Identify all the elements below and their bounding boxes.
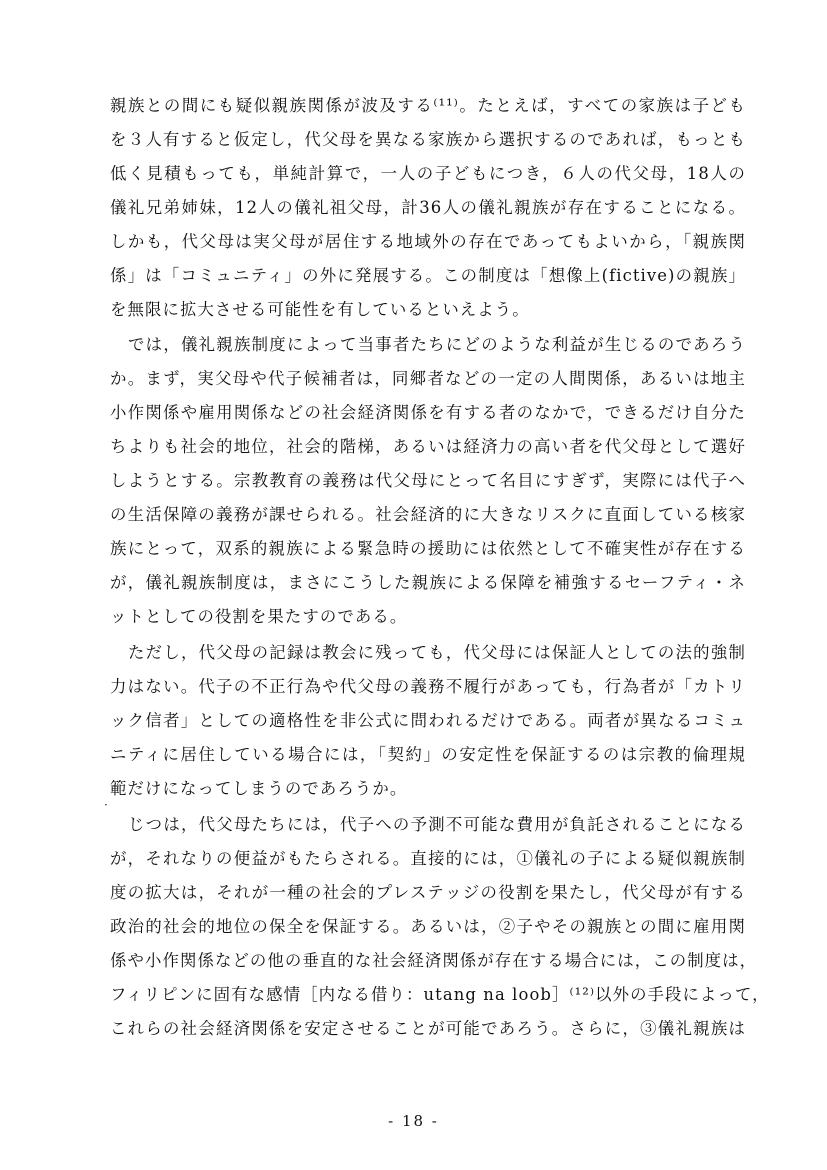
text-line: これらの社会経済関係を安定させることが可能であろう。さらに，③儀礼親族は bbox=[110, 1019, 746, 1038]
text-line: ック信者」としての適格性を非公式に問われるだけである。両者が異なるコミュ bbox=[110, 711, 746, 730]
text-line: 係や小作関係などの他の垂直的な社会経済関係が存在する場合には，この制度は， bbox=[110, 951, 758, 970]
text-line: 範だけになってしまうのであろうか。 bbox=[110, 779, 408, 798]
text-line: 小作関係や雇用関係などの社会経済関係を有する者のなかで，できるだけ自分た bbox=[110, 403, 746, 422]
text-line: 係」は「コミュニティ」の外に発展する。この制度は「想像上(fictive)の親族」 bbox=[110, 266, 746, 285]
text-line: 親族との間にも疑似親族関係が波及する⁽¹¹⁾。たとえば，すべての家族は子ども bbox=[110, 96, 746, 115]
text-line: しかも，代父母は実父母が居住する地域外の存在であってもよいから，「親族関 bbox=[110, 232, 746, 251]
text-line: の生活保障の義務が課せられる。社会経済的に大きなリスクに直面している核家 bbox=[110, 505, 746, 524]
text-line: フィリピンに固有な感情［内なる借り：utang na loob］⁽¹²⁾以外の手段によって， bbox=[110, 985, 770, 1004]
text-line: ちよりも社会的地位，社会的階梯，あるいは経済力の高い者を代父母として選好 bbox=[110, 437, 746, 456]
text-line: 儀礼兄弟姉妹，12人の儀礼祖父母，計36人の儀礼親族が存在することになる。 bbox=[110, 198, 746, 217]
text-line: ットとしての役割を果たすのである。 bbox=[110, 607, 408, 626]
text-line: 族にとって，双系的親族による緊急時の援助には依然として不確実性が存在する bbox=[110, 539, 746, 558]
text-line: が，それなりの便益がもたらされる。直接的には，①儀礼の子による疑似親族制 bbox=[110, 849, 746, 868]
page-number: - 18 - bbox=[388, 1112, 439, 1130]
text-line: を３人有すると仮定し，代父母を異なる家族から選択するのであれば，もっとも bbox=[110, 130, 746, 149]
text-line: か。まず，実父母や代子候補者は，同郷者などの一定の人間関係，あるいは地主 bbox=[110, 369, 746, 388]
text-line: じつは，代父母たちには，代子への予測不可能な費用が負託されることになる bbox=[128, 815, 746, 834]
text-line: 度の拡大は，それが一種の社会的プレステッジの役割を果たし，代父母が有する bbox=[110, 883, 746, 902]
text-line: を無限に拡大させる可能性を有しているといえよう。 bbox=[110, 300, 530, 319]
text-line: が，儀礼親族制度は，まさにこうした親族による保障を補強するセーフティ・ネ bbox=[110, 573, 746, 592]
text-line: 低く見積もっても，単純計算で，一人の子どもにつき，６人の代父母，18人の bbox=[110, 164, 746, 183]
text-line: ただし，代父母の記録は教会に残っても，代父母には保証人としての法的強制 bbox=[128, 643, 746, 662]
text-line: では，儀礼親族制度によって当事者たちにどのような利益が生じるのであろう bbox=[128, 335, 746, 354]
text-line: しようとする。宗教教育の義務は代父母にとって名目にすぎず，実際には代子へ bbox=[110, 471, 746, 490]
stray-mark: · bbox=[104, 798, 108, 812]
text-line: ニティに居住している場合には，「契約」の安定性を保証するのは宗教的倫理規 bbox=[110, 745, 746, 764]
text-line: 力はない。代子の不正行為や代父母の義務不履行があっても，行為者が「カトリ bbox=[110, 677, 746, 696]
text-line: 政治的社会的地位の保全を保証する。あるいは，②子やその親族との間に雇用関 bbox=[110, 917, 746, 936]
